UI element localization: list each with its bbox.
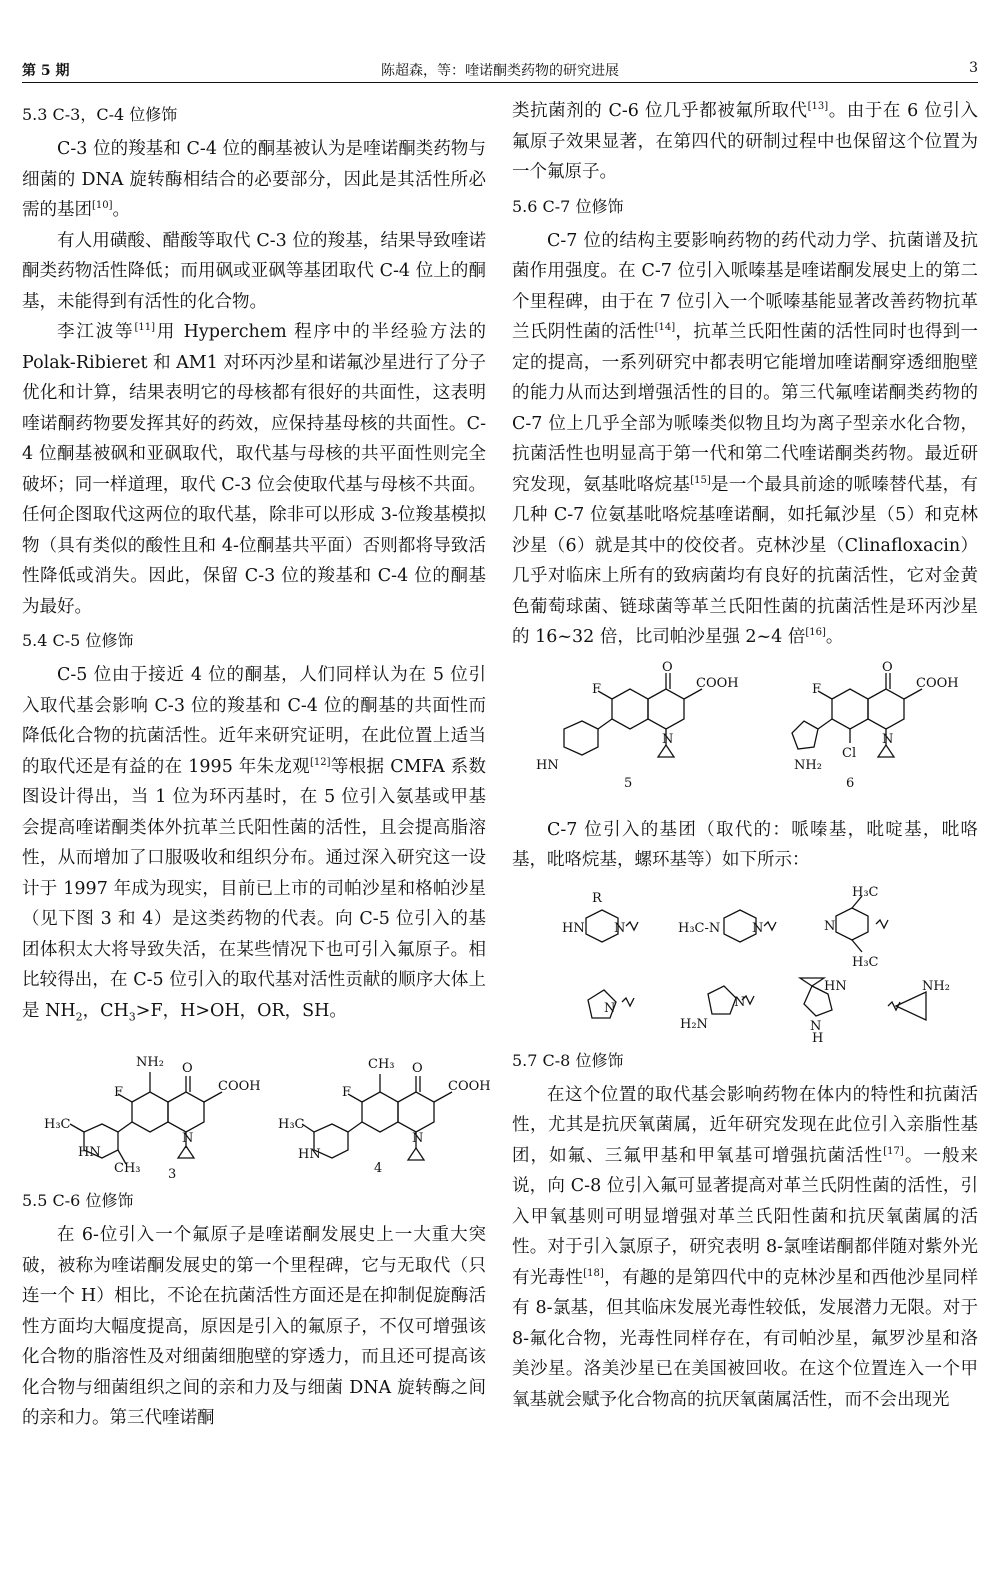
svg-text:H₃C: H₃C bbox=[852, 954, 879, 970]
svg-text:CH₃: CH₃ bbox=[114, 1161, 141, 1176]
citation[interactable]: [16] bbox=[805, 627, 826, 639]
svg-text:H₃C: H₃C bbox=[44, 1117, 71, 1132]
svg-text:HN: HN bbox=[824, 978, 847, 994]
svg-text:N: N bbox=[752, 920, 764, 936]
section-5-6-title: 5.6 C-7 位修饰 bbox=[512, 196, 624, 216]
section-5-5-title: 5.5 C-6 位修饰 bbox=[22, 1191, 134, 1210]
svg-text:O: O bbox=[662, 659, 673, 675]
svg-text:COOH: COOH bbox=[218, 1079, 261, 1094]
paragraph: 在 6-位引入一个氟原子是喹诺酮发展史上一大重大突破，被称为喹诺酮发展史的第一个里程碑，它与无取代（只连一个 H）相比，不论在抗菌活性方面还是在抑制促旋酶活性方面均大幅度提高，原因是引入的氟原子，不仅可增强该化合物的脂溶性及对细菌细胞壁的穿透力，而且还可提高该化合物与细菌组织之间的亲和力及与细菌 DNA 旋转酶之间的亲和力。第三代喹诺酮 bbox=[22, 1225, 486, 1428]
paragraph: 有人用磺酸、醋酸等取代 C-3 位的羧基，结果导致喹诺酮类药物活性降低；而用砜或亚砜等基团取代 C-4 位上的酮基，未能得到有活性的化合物。 bbox=[22, 230, 486, 312]
page-number: 3 bbox=[969, 60, 978, 76]
citation[interactable]: [13] bbox=[807, 101, 829, 113]
svg-text:F: F bbox=[812, 681, 822, 697]
citation[interactable]: [12] bbox=[310, 756, 331, 768]
citation[interactable]: [17] bbox=[883, 1145, 904, 1157]
svg-text:N: N bbox=[824, 918, 836, 934]
svg-text:N: N bbox=[604, 1000, 616, 1016]
citation[interactable]: [14] bbox=[654, 322, 676, 334]
svg-text:H₃C: H₃C bbox=[278, 1117, 305, 1132]
svg-text:NH₂: NH₂ bbox=[922, 978, 950, 994]
structures-5-6-figure bbox=[512, 659, 978, 809]
svg-text:CH₃: CH₃ bbox=[368, 1057, 395, 1072]
svg-text:H₃C: H₃C bbox=[852, 884, 879, 900]
svg-text:COOH: COOH bbox=[696, 675, 739, 691]
svg-text:R: R bbox=[592, 890, 602, 906]
svg-text:H₃C-N: H₃C-N bbox=[678, 920, 721, 936]
paragraph: C-7 位引入的基团（取代的：哌嗪基，吡啶基，吡咯基，吡咯烷基，螺环基等）如下所示： bbox=[512, 819, 978, 870]
svg-text:F: F bbox=[114, 1085, 124, 1100]
paragraph: 类抗菌剂的 C-6 位几乎都被氟所取代[13]。由于在 6 位引入氟原子效果显著，在第四代的研制过程中也保留这个位置为一个氟原子。 bbox=[512, 101, 979, 182]
paragraph: 在这个位置的取代基会影响药物在体内的特性和抗菌活性，尤其是抗厌氧菌属，近年研究发现在此位引入亲脂性基团，如氟、三氟甲基和甲氧基可增强抗菌活性[17]。一般来说，向 C-8 位引入氟可显著提高对革兰氏阴性菌的活性，引入甲氧基则可明显增强对革兰氏阳性菌和抗厌氧菌属的活性。对于引入氯原子，研究表明 8-氯喹诺酮都伴随对紫外光有光毒性[18]，有趣的是第四代中的克林沙星和西他沙星同样有 8-氯基，但其临床发展光毒性较低，发展潜力无限。对于 8-氟化合物，光毒性同样存在，有司帕沙星，氟罗沙星和洛美沙星。洛美沙星已在美国被回收。在这个位置连入一个甲氧基就会赋予化合物高的抗厌氧菌属活性，而不会出现光 bbox=[512, 1084, 979, 1410]
svg-text:O: O bbox=[412, 1061, 423, 1076]
citation[interactable]: [18] bbox=[583, 1267, 604, 1279]
svg-text:NH₂: NH₂ bbox=[136, 1055, 164, 1070]
svg-text:N: N bbox=[810, 1018, 822, 1034]
svg-text:COOH: COOH bbox=[916, 675, 959, 691]
page-header bbox=[22, 58, 978, 83]
running-title: 陈超森，等：喹诺酮类药物的研究进展 bbox=[381, 63, 619, 79]
svg-text:F: F bbox=[342, 1085, 352, 1100]
svg-text:6: 6 bbox=[846, 775, 855, 791]
svg-text:N: N bbox=[662, 731, 674, 747]
svg-text:N: N bbox=[182, 1131, 194, 1146]
svg-text:N: N bbox=[614, 920, 626, 936]
svg-text:O: O bbox=[882, 659, 893, 675]
paragraph: C-7 位的结构主要影响药物的药代动力学、抗菌谱及抗菌作用强度。在 C-7 位引入哌嗪基是喹诺酮发展史上的第二个里程碑，由于在 7 位引入一个哌嗪基能显著改善药物抗革兰氏阴性菌的活性[14]，抗革兰氏阳性菌的活性同时也得到一定的提高，一系列研究中都表明它能增加喹诺酮穿透细胞壁的能力从而达到增强活性的目的。第三代氟喹诺酮类药物的 C-7 位上几乎全部为哌嗪类似物且均为离子型亲水化合物，抗菌活性也明显高于第一代和第二代喹诺酮类药物。最近研究发现，氨基吡咯烷基[15]是一个最具前途的哌嗪替代基，有几种 C-7 位氨基吡咯烷基喹诺酮，如托氟沙星（5）和克林沙星（6）就是其中的佼佼者。克林沙星（Clinafloxacin）几乎对临床上所有的致病菌均有良好的抗菌活性，它对金黄色葡萄球菌、链球菌等革兰氏阳性菌的抗菌活性是环丙沙星的 16~32 倍，比司帕沙星强 2~4 倍[16]。 bbox=[512, 230, 979, 647]
left-column bbox=[22, 96, 491, 1434]
svg-text:COOH: COOH bbox=[448, 1079, 491, 1094]
structure-drawing bbox=[22, 1032, 491, 1182]
svg-text:Cl: Cl bbox=[842, 745, 857, 761]
structure-drawing bbox=[512, 882, 978, 1046]
svg-text:4: 4 bbox=[374, 1161, 383, 1176]
paragraph: 李江波等[11]用 Hyperchem 程序中的半经验方法的 Polak-Ribieret 和 AM1 对环丙沙星和诺氟沙星进行了分子优化和计算，结果表明它的母核都有很好的共面性，这表明喹诺酮药物要发挥其好的药效，应保持基母核的共面性。C-4 位酮基被砜和亚砜取代，取代基与母核的共平面性则完全破坏；同一样道理，取代 C-3 位会使取代基与母核不共面。任何企图取代这两位的取代基，除非可以形成 3-位羧基模拟物（具有类似的酸性且和 4-位酮基共平面）否则都将导致活性降低或消失。因此，保留 C-3 位的羧基和 C-4 位的酮基为最好。 bbox=[22, 322, 486, 617]
issue-number: 第 5 期 bbox=[22, 63, 70, 79]
section-5-3-title: 5.3 C-3，C-4 位修饰 bbox=[22, 105, 178, 124]
svg-text:F: F bbox=[592, 681, 602, 697]
structure-drawing bbox=[512, 659, 978, 809]
svg-text:N: N bbox=[412, 1131, 424, 1146]
svg-text:HN: HN bbox=[298, 1147, 321, 1162]
section-5-4-title: 5.4 C-5 位修饰 bbox=[22, 631, 134, 650]
svg-text:HN: HN bbox=[536, 757, 559, 773]
svg-text:H₂N: H₂N bbox=[680, 1016, 708, 1032]
citation[interactable]: [11] bbox=[134, 322, 155, 334]
section-5-7-title: 5.7 C-8 位修饰 bbox=[512, 1050, 624, 1070]
svg-text:5: 5 bbox=[624, 775, 633, 791]
svg-text:3: 3 bbox=[168, 1167, 177, 1182]
svg-text:N: N bbox=[882, 731, 894, 747]
svg-text:O: O bbox=[182, 1061, 193, 1076]
svg-text:H: H bbox=[812, 1030, 824, 1046]
right-column bbox=[512, 96, 978, 1415]
svg-text:NH₂: NH₂ bbox=[794, 757, 822, 773]
svg-text:HN: HN bbox=[562, 920, 585, 936]
citation[interactable]: [10] bbox=[92, 200, 113, 212]
structures-3-4-figure bbox=[22, 1032, 491, 1182]
c7-groups-figure bbox=[512, 882, 978, 1046]
paragraph: C-5 位由于接近 4 位的酮基，人们同样认为在 5 位引入取代基会影响 C-3 位的羧基和 C-4 位的酮基的共面性而降低化合物的抗菌活性。近年来研究证明，在此位置上适当的取代还是有益的在 1995 年朱龙观[12]等根据 CMFA 系数图设计得出，当 1 位为环丙基时，在 5 位引入氨基或甲基会提高喹诺酮类体外抗革兰氏阳性菌的活性，且会提高脂溶性，从而增加了口服吸收和组织分布。通过深入研究这一设计于 1997 年成为现实，目前已上市的司帕沙星和格帕沙星（见下图 3 和 4）是这类药物的代表。向 C-5 位引入的基团体积太大将导致失活，在某些情况下也可引入氟原子。相比较得出，在 C-5 位引入的取代基对活性贡献的顺序大体上是 $NH_2$，$CH_3>F$，H>OH，OR，SH。 bbox=[22, 665, 486, 1023]
citation[interactable]: [15] bbox=[690, 474, 711, 486]
svg-text:N: N bbox=[734, 994, 746, 1010]
paragraph: C-3 位的羧基和 C-4 位的酮基被认为是喹诺酮类药物与细菌的 DNA 旋转酶相结合的必要部分，因此是其活性所必需的基团[10]。 bbox=[22, 139, 486, 220]
svg-text:HN: HN bbox=[78, 1145, 101, 1160]
